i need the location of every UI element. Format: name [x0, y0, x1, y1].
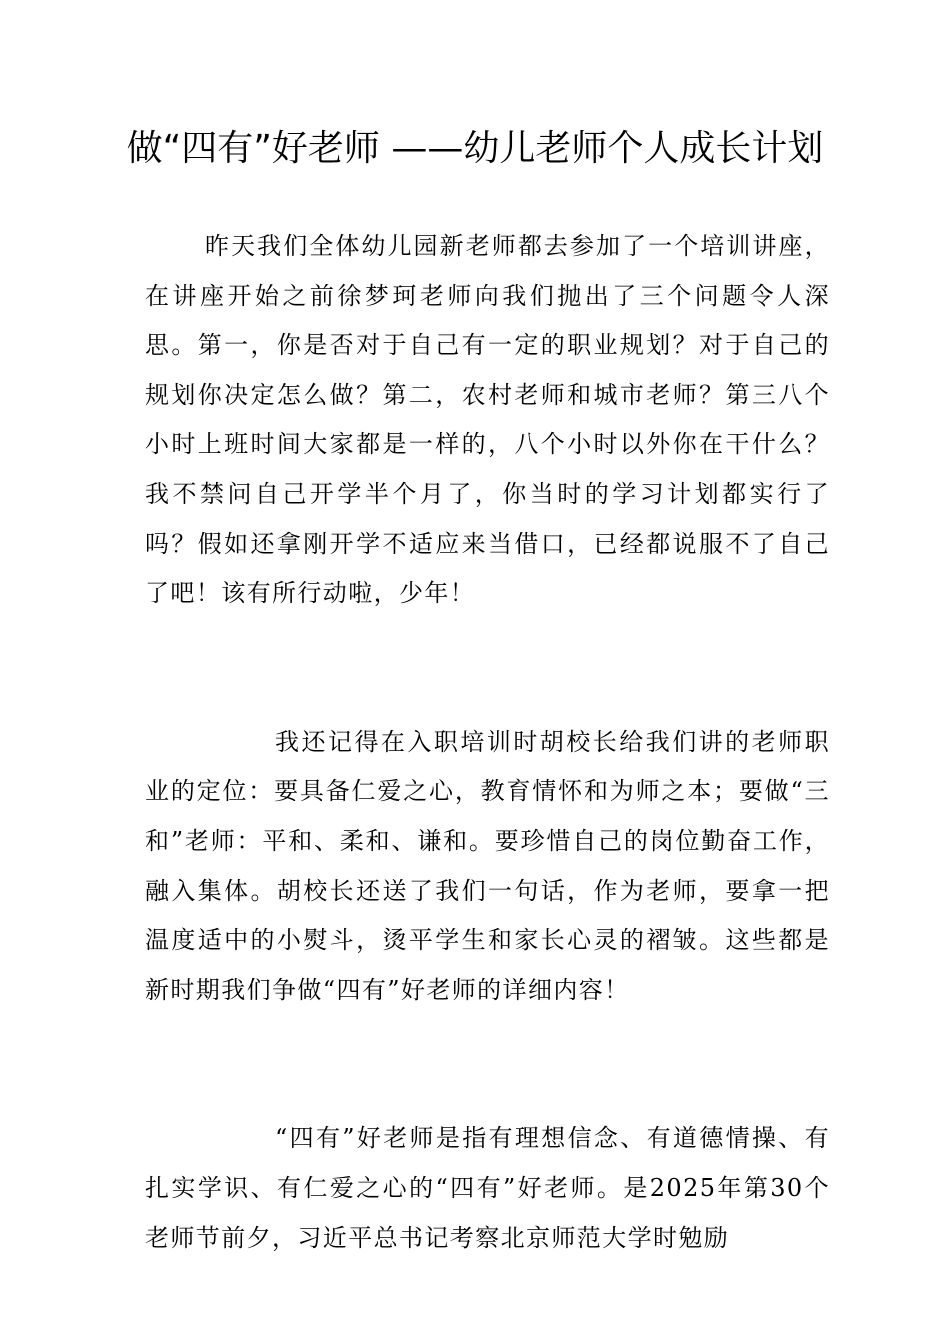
document-title: 做“四有”好老师 ——幼儿老师个人成长计划 — [126, 128, 824, 169]
paragraph-spacer — [145, 1015, 830, 1114]
paragraph-2: 我还记得在入职培训时胡校长给我们讲的老师职业的定位：要具备仁爱之心，教育情怀和为师之本；要做“三和”老师：平和、柔和、谦和。要珍惜自己的岗位勤奋工作，融入集体。胡校长还送了我们一句话，作为老师，要拿一把温度适中的小熨斗，烫平学生和家长心灵的褶皱。这些都是新时期我们争做“四有”好老师的详细内容！ — [145, 727, 830, 1004]
paragraph-1: 昨天我们全体幼儿园新老师都去参加了一个培训讲座，在讲座开始之前徐梦珂老师向我们抛出了三个问题令人深思。第一，你是否对于自己有一定的职业规划？对于自己的规划你决定怎么做？第二，农村老师和城市老师？第三八个小时上班时间大家都是一样的，八个小时以外你在干什么？我不禁问自己开学半个月了，你当时的学习计划都实行了吗？假如还拿刚开学不适应来当借口，已经都说服不了自己了吧！该有所行动啦，少年！ — [145, 232, 830, 608]
document-body — [145, 222, 830, 1263]
paragraph-spacer — [145, 619, 830, 718]
paragraph-3: “四有”好老师是指有理想信念、有道德情操、有扎实学识、有仁爱之心的“四有”好老师。是2025年第30个老师节前夕，习近平总书记考察北京师范大学时勉励 — [145, 1124, 830, 1252]
